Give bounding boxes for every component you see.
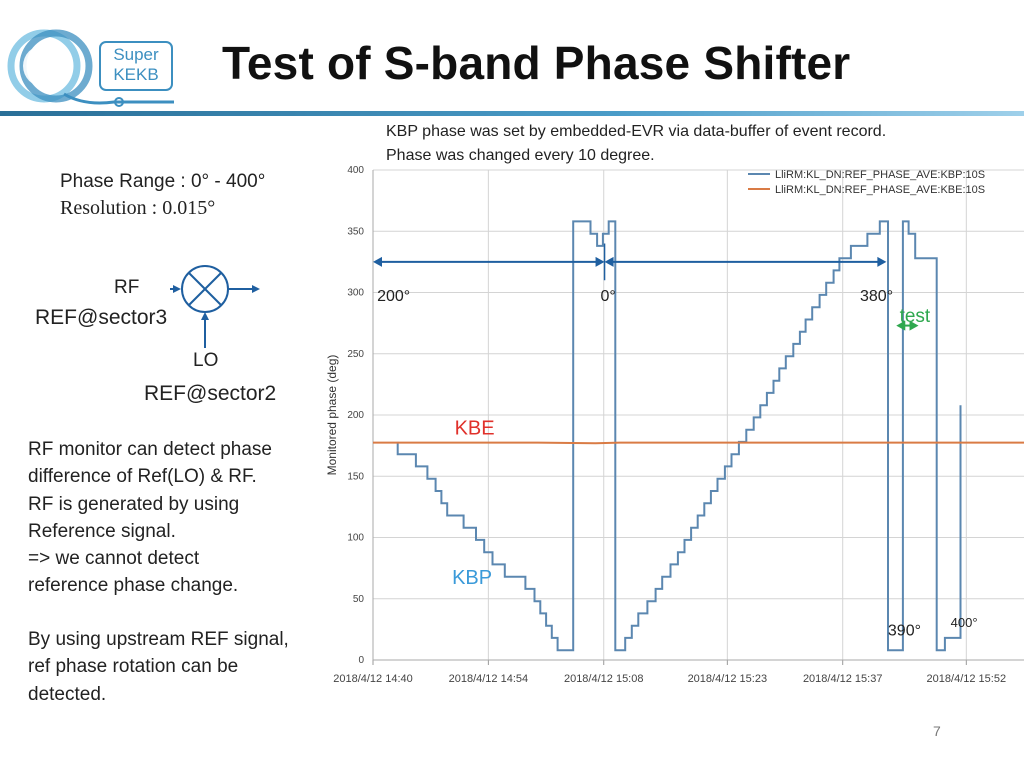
phase-range-text: Phase Range : 0° - 400° [60, 171, 266, 192]
annotation-0-deg: 0° [600, 288, 616, 306]
annotation-200-deg: 200° [377, 288, 411, 306]
range-arrow-0-to-380-left-head [605, 257, 614, 267]
paragraph-line: Reference signal. [28, 520, 176, 542]
paragraph-line: difference of Ref(LO) & RF. [28, 466, 257, 488]
paragraph-line: RF is generated by using [28, 493, 240, 515]
y-tick-label: 350 [347, 226, 364, 238]
rf-port-label: RF [114, 277, 140, 298]
x-tick-label: 2018/4/12 15:08 [563, 673, 644, 685]
upstream-ref-explanation [28, 626, 328, 708]
chart-legend [748, 169, 985, 196]
annotation-test: test [899, 305, 931, 327]
y-tick-label: 50 [352, 593, 364, 605]
page-number: 7 [933, 723, 941, 739]
legend-label-kbp: LliRM:KL_DN:REF_PHASE_AVE:KBP:10S [775, 169, 986, 181]
logo-text-kekb: KEKB [113, 65, 159, 84]
phase-chart [320, 160, 1024, 690]
series-line-kbe [373, 443, 1024, 444]
x-tick-label: 2018/4/12 15:37 [802, 673, 883, 685]
range-arrow-0-to-380-right-head [877, 257, 886, 267]
annotation-kbp: KBP [452, 567, 493, 590]
rf-source-label: REF@sector3 [35, 306, 168, 329]
annotation-380-deg: 380° [860, 288, 894, 306]
y-tick-label: 100 [347, 532, 364, 544]
chart-annotations [373, 244, 978, 640]
y-axis-label: Monitored phase (deg) [325, 354, 339, 476]
annotation-400-deg: 400° [950, 614, 978, 630]
slide-title: Test of S-band Phase Shifter [222, 37, 851, 89]
paragraph-line: RF monitor can detect phase [28, 439, 272, 460]
paragraph-line: => we cannot detect [28, 548, 200, 570]
paragraph-line: By using upstream REF signal, [28, 629, 289, 650]
x-tick-label: 2018/4/12 14:40 [333, 673, 413, 685]
note-line-2: Phase was changed every 10 degree. [386, 147, 655, 164]
paragraph-line: ref phase rotation can be [28, 656, 239, 678]
superkekb-logo [4, 22, 180, 114]
chart-axes [325, 165, 1024, 685]
x-tick-label: 2018/4/12 15:23 [687, 673, 768, 685]
x-tick-label: 2018/4/12 15:52 [926, 673, 1007, 685]
lo-source-label: REF@sector2 [144, 382, 277, 405]
y-tick-label: 250 [347, 348, 364, 360]
annotation-kbe: KBE [454, 417, 495, 440]
lo-port-label: LO [193, 350, 219, 371]
paragraph-line: reference phase change. [28, 575, 239, 597]
y-tick-label: 400 [347, 165, 364, 176]
y-tick-label: 300 [347, 287, 364, 299]
mixer-diagram [170, 258, 270, 358]
y-tick-label: 0 [358, 655, 364, 666]
paragraph-line: detected. [28, 683, 107, 705]
x-tick-label: 2018/4/12 14:54 [448, 673, 529, 685]
title-divider [0, 111, 1024, 116]
legend-label-kbe: LliRM:KL_DN:REF_PHASE_AVE:KBE:10S [775, 184, 986, 196]
range-arrow-200-to-0-right-head [596, 257, 605, 267]
annotation-390-deg: 390° [887, 622, 921, 640]
y-tick-label: 150 [347, 471, 364, 483]
range-arrow-200-to-0-left-head [373, 257, 382, 267]
logo-text-super: Super [113, 45, 159, 64]
y-tick-label: 200 [347, 410, 364, 421]
rf-monitor-explanation [28, 436, 328, 600]
resolution-text: Resolution : 0.015° [60, 197, 216, 219]
note-line-1: KBP phase was set by embedded-EVR via data-buffer of event record. [386, 123, 887, 140]
